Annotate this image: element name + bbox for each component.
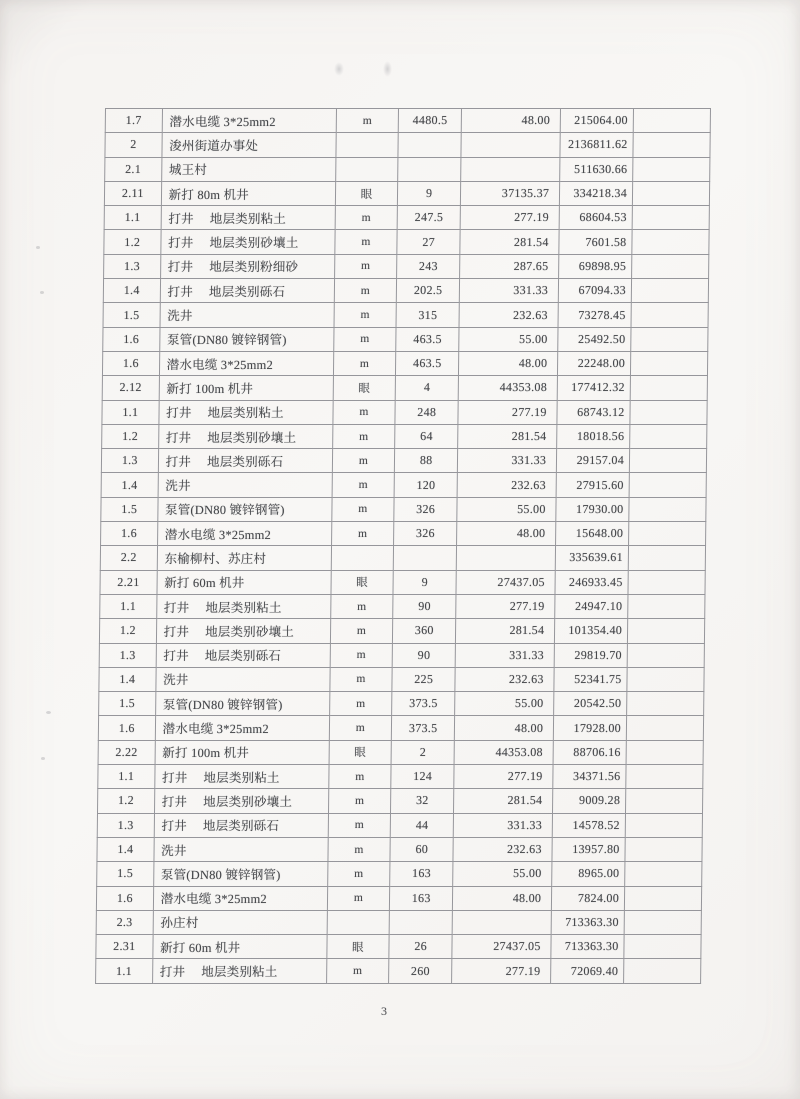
- cell-blank: [626, 740, 703, 764]
- table-row: [104, 230, 709, 254]
- cell-blank: [627, 667, 704, 691]
- table-row: [98, 765, 703, 789]
- cell-unit: m: [332, 449, 395, 473]
- cell-amount: 15648.00: [556, 522, 629, 546]
- cell-blank: [627, 643, 704, 667]
- cell-description: 打井 地层类别砾石: [158, 449, 332, 473]
- cell-amount: 17928.00: [554, 716, 627, 740]
- cell-amount: 27915.60: [556, 473, 629, 497]
- cell-unit-price: [456, 546, 555, 570]
- cell-quantity: 360: [393, 619, 456, 643]
- cell-unit: [335, 157, 398, 181]
- cell-description: 泵管(DN80 镀锌钢管): [157, 497, 331, 521]
- table-row: [99, 643, 704, 667]
- cell-amount: 2136811.62: [560, 133, 633, 157]
- table-row: [102, 376, 707, 400]
- cell-description: 打井 地层类别粘土: [156, 594, 330, 618]
- scan-speck: [41, 757, 45, 760]
- cell-unit-price: 287.65: [460, 254, 559, 278]
- cell-description: 打井 地层类别砂壤土: [156, 619, 330, 643]
- cell-unit-price: 281.54: [460, 230, 559, 254]
- cell-unit-price: [461, 133, 560, 157]
- cell-unit: m: [336, 109, 399, 133]
- cell-amount: 22248.00: [558, 351, 631, 375]
- cell-unit: 眼: [329, 740, 392, 764]
- cell-unit-price: 232.63: [457, 473, 556, 497]
- cell-unit: m: [330, 643, 393, 667]
- table-row: [101, 522, 706, 546]
- cell-item-no: 2.2: [100, 546, 157, 570]
- cell-item-no: 1.1: [104, 206, 161, 230]
- cell-blank: [632, 206, 709, 230]
- cell-amount: 7824.00: [552, 886, 625, 910]
- table-row: [103, 279, 708, 303]
- cell-unit-price: 48.00: [452, 886, 551, 910]
- cell-unit: 眼: [335, 181, 398, 205]
- cell-description: 泵管(DN80 镀锌钢管): [155, 692, 329, 716]
- cell-amount: 25492.50: [558, 327, 631, 351]
- cell-blank: [632, 181, 709, 205]
- cell-quantity: 373.5: [392, 692, 455, 716]
- page-number: 3: [381, 1004, 387, 1018]
- cell-quantity: 120: [394, 473, 457, 497]
- cell-unit-price: 27437.05: [456, 570, 555, 594]
- table-row: [103, 303, 708, 327]
- cell-item-no: 1.6: [98, 716, 155, 740]
- cell-item-no: 1.5: [97, 862, 154, 886]
- cell-unit: [336, 133, 399, 157]
- cell-blank: [633, 133, 710, 157]
- table-row: [96, 935, 701, 959]
- cell-amount: 8965.00: [552, 862, 625, 886]
- cell-amount: 52341.75: [554, 667, 627, 691]
- cell-blank: [632, 230, 709, 254]
- cell-description: 打井 地层类别砾石: [154, 813, 328, 837]
- cell-amount: 7601.58: [559, 230, 632, 254]
- cell-description: 潜水电缆 3*25mm2: [159, 351, 333, 375]
- cell-unit-price: [461, 157, 560, 181]
- cell-amount: 24947.10: [555, 594, 628, 618]
- cell-item-no: 1.4: [101, 473, 158, 497]
- cell-unit: 眼: [326, 935, 389, 959]
- cell-description: 潜水电缆 3*25mm2: [162, 109, 336, 133]
- cell-quantity: 326: [394, 497, 457, 521]
- cell-unit-price: 281.54: [456, 619, 555, 643]
- cell-blank: [630, 424, 707, 448]
- cell-blank: [628, 594, 705, 618]
- cell-unit-price: 37135.37: [460, 181, 559, 205]
- cell-quantity: 60: [390, 837, 453, 861]
- cell-unit-price: 277.19: [458, 400, 557, 424]
- table-row: [104, 181, 709, 205]
- cell-description: 打井 地层类别砂壤土: [154, 789, 328, 813]
- cell-unit: m: [328, 789, 391, 813]
- cell-description: 打井 地层类别粘土: [159, 400, 333, 424]
- table-row: [102, 424, 707, 448]
- cell-unit: m: [331, 522, 394, 546]
- cell-description: 打井 地层类别粘土: [154, 765, 328, 789]
- cell-quantity: 27: [397, 230, 460, 254]
- cell-quantity: 248: [395, 400, 458, 424]
- table-row: [105, 157, 710, 181]
- cell-item-no: 1.6: [103, 327, 160, 351]
- table-row: [104, 254, 709, 278]
- cell-unit: m: [334, 303, 397, 327]
- cell-quantity: 88: [395, 449, 458, 473]
- cell-unit-price: 44353.08: [458, 376, 557, 400]
- table-row: [96, 886, 701, 910]
- cell-description: 洗井: [158, 473, 332, 497]
- cell-description: 打井 地层类别砂壤土: [158, 424, 332, 448]
- cell-unit-price: [452, 910, 551, 934]
- cell-description: 孙庄村: [153, 910, 327, 934]
- cell-unit-price: 277.19: [460, 206, 559, 230]
- cell-quantity: 260: [389, 959, 452, 983]
- cell-unit-price: 232.63: [459, 303, 558, 327]
- cell-unit: m: [330, 619, 393, 643]
- cell-description: 潜水电缆 3*25mm2: [155, 716, 329, 740]
- cell-description: 洗井: [160, 303, 334, 327]
- cell-amount: 34371.56: [553, 765, 626, 789]
- cell-description: 新打 60m 机井: [152, 935, 326, 959]
- cell-unit: m: [333, 400, 396, 424]
- cell-item-no: 2.31: [96, 935, 153, 959]
- cell-unit-price: 331.33: [457, 449, 556, 473]
- table-row: [102, 351, 707, 375]
- cell-unit: m: [334, 279, 397, 303]
- cell-description: 潜水电缆 3*25mm2: [157, 522, 331, 546]
- cell-unit: [327, 910, 390, 934]
- cell-amount: 68604.53: [559, 206, 632, 230]
- cell-quantity: 90: [393, 594, 456, 618]
- cell-amount: 29157.04: [557, 449, 630, 473]
- table-row: [100, 570, 705, 594]
- table-row: [96, 910, 701, 934]
- cell-quantity: [398, 133, 461, 157]
- table-row: [105, 109, 710, 133]
- cell-description: 打井 地层类别粘土: [161, 206, 335, 230]
- cell-blank: [629, 522, 706, 546]
- cell-amount: 17930.00: [556, 497, 629, 521]
- cell-blank: [633, 157, 710, 181]
- cell-quantity: [389, 910, 452, 934]
- cell-unit: m: [332, 473, 395, 497]
- cell-quantity: 90: [393, 643, 456, 667]
- cell-blank: [631, 351, 708, 375]
- cell-item-no: 1.4: [97, 837, 154, 861]
- cell-description: 打井 地层类别粘土: [152, 959, 326, 983]
- cell-item-no: 1.3: [101, 449, 158, 473]
- cell-item-no: 2: [105, 133, 162, 157]
- cell-description: 打井 地层类别砾石: [160, 279, 334, 303]
- table-row: [97, 837, 702, 861]
- cell-unit-price: 331.33: [453, 813, 552, 837]
- cell-unit: m: [327, 886, 390, 910]
- cell-blank: [627, 692, 704, 716]
- cell-unit-price: 55.00: [455, 692, 554, 716]
- cell-unit-price: 281.54: [454, 789, 553, 813]
- cell-amount: 335639.61: [555, 546, 628, 570]
- cell-unit-price: 331.33: [455, 643, 554, 667]
- cell-unit: m: [328, 813, 391, 837]
- table-row: [97, 813, 702, 837]
- cell-description: 东榆柳村、苏庄村: [157, 546, 331, 570]
- cell-blank: [631, 303, 708, 327]
- cell-unit-price: 331.33: [459, 279, 558, 303]
- cell-unit-price: 44353.08: [454, 740, 553, 764]
- cell-item-no: 2.1: [105, 157, 162, 181]
- cell-quantity: 202.5: [397, 279, 460, 303]
- table-row: [96, 959, 701, 983]
- cell-blank: [633, 109, 710, 133]
- cell-quantity: [398, 157, 461, 181]
- cell-blank: [629, 449, 706, 473]
- cell-amount: 69898.95: [559, 254, 632, 278]
- cell-unit: m: [327, 862, 390, 886]
- cell-amount: 215064.00: [560, 109, 633, 133]
- cell-description: 洗井: [156, 667, 330, 691]
- cell-quantity: 373.5: [392, 716, 455, 740]
- cell-amount: 68743.12: [557, 400, 630, 424]
- scan-speck: [46, 711, 51, 714]
- cell-blank: [624, 910, 701, 934]
- cell-unit: m: [334, 254, 397, 278]
- cell-amount: 713363.30: [551, 910, 624, 934]
- cell-blank: [631, 279, 708, 303]
- cell-amount: 14578.52: [552, 813, 625, 837]
- cell-unit-price: 48.00: [457, 522, 556, 546]
- cell-description: 新打 60m 机井: [157, 570, 331, 594]
- cell-amount: 20542.50: [554, 692, 627, 716]
- cell-quantity: 4: [396, 376, 459, 400]
- cell-unit-price: 281.54: [458, 424, 557, 448]
- cell-item-no: 1.6: [96, 886, 153, 910]
- cell-item-no: 2.3: [96, 910, 153, 934]
- cell-item-no: 1.3: [99, 643, 156, 667]
- scan-smudge: [383, 61, 392, 77]
- cell-blank: [628, 546, 705, 570]
- cell-amount: 13957.80: [552, 837, 625, 861]
- table-row: [102, 400, 707, 424]
- cell-description: 新打 100m 机井: [155, 740, 329, 764]
- cell-blank: [624, 886, 701, 910]
- cell-description: 打井 地层类别砂壤土: [160, 230, 334, 254]
- cell-unit: m: [330, 667, 393, 691]
- cell-item-no: 2.12: [102, 376, 159, 400]
- cell-item-no: 1.2: [102, 424, 159, 448]
- cell-description: 潜水电缆 3*25mm2: [153, 886, 327, 910]
- cell-description: 城王村: [161, 157, 335, 181]
- cell-unit: m: [329, 692, 392, 716]
- cell-quantity: 64: [395, 424, 458, 448]
- cell-description: 泵管(DN80 镀锌钢管): [159, 327, 333, 351]
- cell-blank: [628, 570, 705, 594]
- cell-description: 打井 地层类别粉细砂: [160, 254, 334, 278]
- cell-blank: [630, 376, 707, 400]
- cell-quantity: 225: [392, 667, 455, 691]
- cell-quantity: 463.5: [396, 351, 459, 375]
- cell-unit: [331, 546, 394, 570]
- cell-amount: 177412.32: [557, 376, 630, 400]
- cost-table-wrapper: [95, 108, 711, 984]
- cell-amount: 246933.45: [555, 570, 628, 594]
- cell-blank: [629, 497, 706, 521]
- table-row: [99, 692, 704, 716]
- cell-amount: 9009.28: [553, 789, 626, 813]
- cell-amount: 511630.66: [560, 157, 633, 181]
- cell-blank: [632, 254, 709, 278]
- cell-item-no: 1.5: [103, 303, 160, 327]
- cell-item-no: 1.7: [105, 109, 162, 133]
- cell-blank: [626, 716, 703, 740]
- cell-quantity: 44: [391, 813, 454, 837]
- table-row: [100, 594, 705, 618]
- cell-blank: [625, 813, 702, 837]
- cell-blank: [625, 862, 702, 886]
- cell-amount: 67094.33: [559, 279, 632, 303]
- cell-unit: 眼: [331, 570, 394, 594]
- cell-blank: [626, 765, 703, 789]
- scan-speck: [36, 246, 40, 249]
- cell-item-no: 1.2: [98, 789, 155, 813]
- cell-item-no: 1.5: [99, 692, 156, 716]
- cell-unit-price: 48.00: [459, 351, 558, 375]
- cell-unit: m: [330, 594, 393, 618]
- cell-unit-price: 55.00: [459, 327, 558, 351]
- cell-item-no: 2.11: [104, 181, 161, 205]
- cell-unit-price: 232.63: [455, 667, 554, 691]
- cell-unit: m: [333, 351, 396, 375]
- cell-item-no: 1.1: [102, 400, 159, 424]
- table-row: [97, 862, 702, 886]
- cell-unit: m: [329, 716, 392, 740]
- cell-unit-price: 277.19: [452, 959, 551, 983]
- cell-amount: 101354.40: [555, 619, 628, 643]
- cell-unit-price: 232.63: [453, 837, 552, 861]
- table-row: [101, 449, 706, 473]
- cell-description: 浚州街道办事处: [162, 133, 336, 157]
- cell-unit-price: 48.00: [454, 716, 553, 740]
- table-row: [101, 497, 706, 521]
- cell-item-no: 1.3: [104, 254, 161, 278]
- cell-unit: m: [328, 765, 391, 789]
- cell-blank: [624, 959, 701, 983]
- cell-quantity: 124: [391, 765, 454, 789]
- cell-item-no: 1.6: [101, 522, 158, 546]
- cell-item-no: 2.22: [98, 740, 155, 764]
- cell-item-no: 2.21: [100, 570, 157, 594]
- cell-blank: [625, 837, 702, 861]
- cell-item-no: 1.6: [102, 351, 159, 375]
- cell-quantity: 163: [390, 862, 453, 886]
- cell-amount: 88706.16: [553, 740, 626, 764]
- cell-unit: m: [335, 206, 398, 230]
- cell-quantity: 32: [391, 789, 454, 813]
- cell-quantity: 9: [398, 181, 461, 205]
- cell-description: 打井 地层类别砾石: [156, 643, 330, 667]
- cell-amount: 334218.34: [560, 181, 633, 205]
- table-row: [105, 133, 710, 157]
- cell-item-no: 1.4: [99, 667, 156, 691]
- cell-item-no: 1.1: [100, 594, 157, 618]
- cell-unit: m: [334, 230, 397, 254]
- cell-unit-price: 277.19: [454, 765, 553, 789]
- cell-quantity: 26: [389, 935, 452, 959]
- cell-amount: 73278.45: [558, 303, 631, 327]
- cell-item-no: 1.2: [104, 230, 161, 254]
- cell-unit-price: 48.00: [461, 109, 560, 133]
- cell-quantity: 247.5: [397, 206, 460, 230]
- cell-unit: m: [328, 837, 391, 861]
- table-row: [98, 716, 703, 740]
- cell-unit-price: 55.00: [457, 497, 556, 521]
- cell-item-no: 1.1: [96, 959, 153, 983]
- cell-description: 洗井: [154, 837, 328, 861]
- cell-item-no: 1.5: [101, 497, 158, 521]
- table-row: [99, 667, 704, 691]
- cell-amount: 29819.70: [554, 643, 627, 667]
- cell-item-no: 1.3: [97, 813, 154, 837]
- cell-blank: [631, 327, 708, 351]
- cell-blank: [626, 789, 703, 813]
- cell-quantity: 326: [394, 522, 457, 546]
- cell-quantity: 463.5: [396, 327, 459, 351]
- table-row: [99, 619, 704, 643]
- cell-quantity: 315: [396, 303, 459, 327]
- cell-quantity: 243: [397, 254, 460, 278]
- cell-item-no: 1.1: [98, 765, 155, 789]
- cell-description: 泵管(DN80 镀锌钢管): [153, 862, 327, 886]
- cell-unit-price: 55.00: [453, 862, 552, 886]
- cell-unit: 眼: [333, 376, 396, 400]
- cell-unit: m: [333, 327, 396, 351]
- scan-speck: [40, 291, 44, 294]
- table-row: [103, 327, 708, 351]
- cell-description: 新打 100m 机井: [159, 376, 333, 400]
- cell-quantity: [394, 546, 457, 570]
- cell-unit: m: [331, 497, 394, 521]
- cell-unit-price: 277.19: [456, 594, 555, 618]
- table-row: [104, 206, 709, 230]
- cell-blank: [629, 473, 706, 497]
- cell-description: 新打 80m 机井: [161, 181, 335, 205]
- scan-smudge: [334, 62, 344, 76]
- cell-unit: m: [326, 959, 389, 983]
- cell-quantity: 2: [391, 740, 454, 764]
- cell-quantity: 163: [390, 886, 453, 910]
- cell-quantity: 9: [393, 570, 456, 594]
- table-row: [98, 789, 703, 813]
- cell-item-no: 1.4: [103, 279, 160, 303]
- cell-unit: m: [332, 424, 395, 448]
- cell-quantity: 4480.5: [399, 109, 462, 133]
- cell-amount: 18018.56: [557, 424, 630, 448]
- table-row: [98, 740, 703, 764]
- cost-breakdown-table: [95, 108, 711, 984]
- cell-amount: 713363.30: [551, 935, 624, 959]
- cell-unit-price: 27437.05: [452, 935, 551, 959]
- cell-amount: 72069.40: [551, 959, 624, 983]
- table-row: [100, 546, 705, 570]
- cell-blank: [630, 400, 707, 424]
- cell-blank: [624, 935, 701, 959]
- cell-blank: [627, 619, 704, 643]
- table-row: [101, 473, 706, 497]
- cell-item-no: 1.2: [99, 619, 156, 643]
